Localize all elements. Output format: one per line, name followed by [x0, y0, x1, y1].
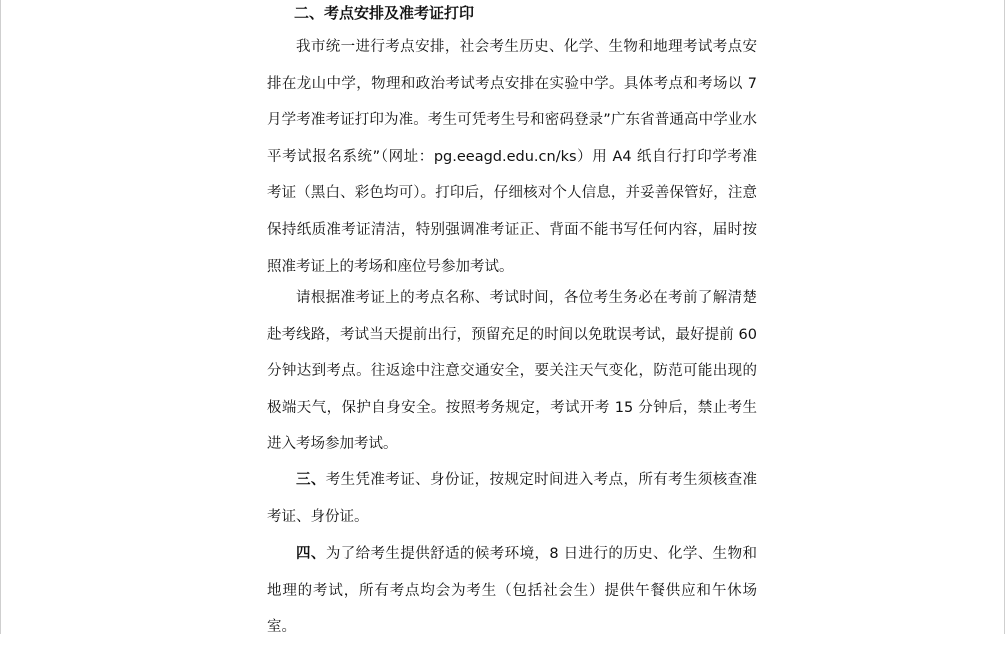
- section-four-number: 四、: [296, 546, 326, 562]
- paragraph-travel-advice: 请根据准考证上的考点名称、考试时间，各位考生务必在考前了解清楚赴考线路，考试当天提前出行，预留充足的时间以免耽误考试，最好提前 60 分钟达到考点。往返途中注意交通安全，要关注天气变化，防范可能出现的极端天气，保护自身安全。按照考务规定，考试开考 15 分钟后，禁止考生进入考场参加考试。: [267, 290, 757, 453]
- section-three-number: 三、: [296, 472, 326, 488]
- page-edge-left: [0, 0, 1, 634]
- paragraph-exam-site-arrangement: 我市统一进行考点安排，社会考生历史、化学、生物和地理考试考点安排在龙山中学，物理和政治考试考点安排在实验中学。具体考点和考场以 7 月学考准考证打印为准。考生可凭考生号和密码登录”广东省普通高中学业水平考试报名系统”（网址：pg.eeagd.edu.cn/ks）用 A4 纸自行打印学考准考证（黑白、彩色均可）。打印后，仔细核对个人信息，并妥善保管好，注意保持纸质准考证清洁，特别强调准考证正、背面不能书写任何内容，届时按照准考证上的考场和座位号参加考试。: [267, 39, 757, 275]
- paragraph-section-three: [267, 462, 757, 535]
- paragraph-section-four: [267, 536, 757, 646]
- section-two-heading: 二、考点安排及准考证打印: [294, 4, 475, 22]
- section-four-text: 为了给考生提供舒适的候考环境，8 日进行的历史、化学、生物和地理的考试，所有考点均会为考生（包括社会生）提供午餐供应和午休场室。: [267, 546, 757, 636]
- section-three-text: 考生凭准考证、身份证，按规定时间进入考点，所有考生须核查准考证、身份证。: [267, 472, 758, 525]
